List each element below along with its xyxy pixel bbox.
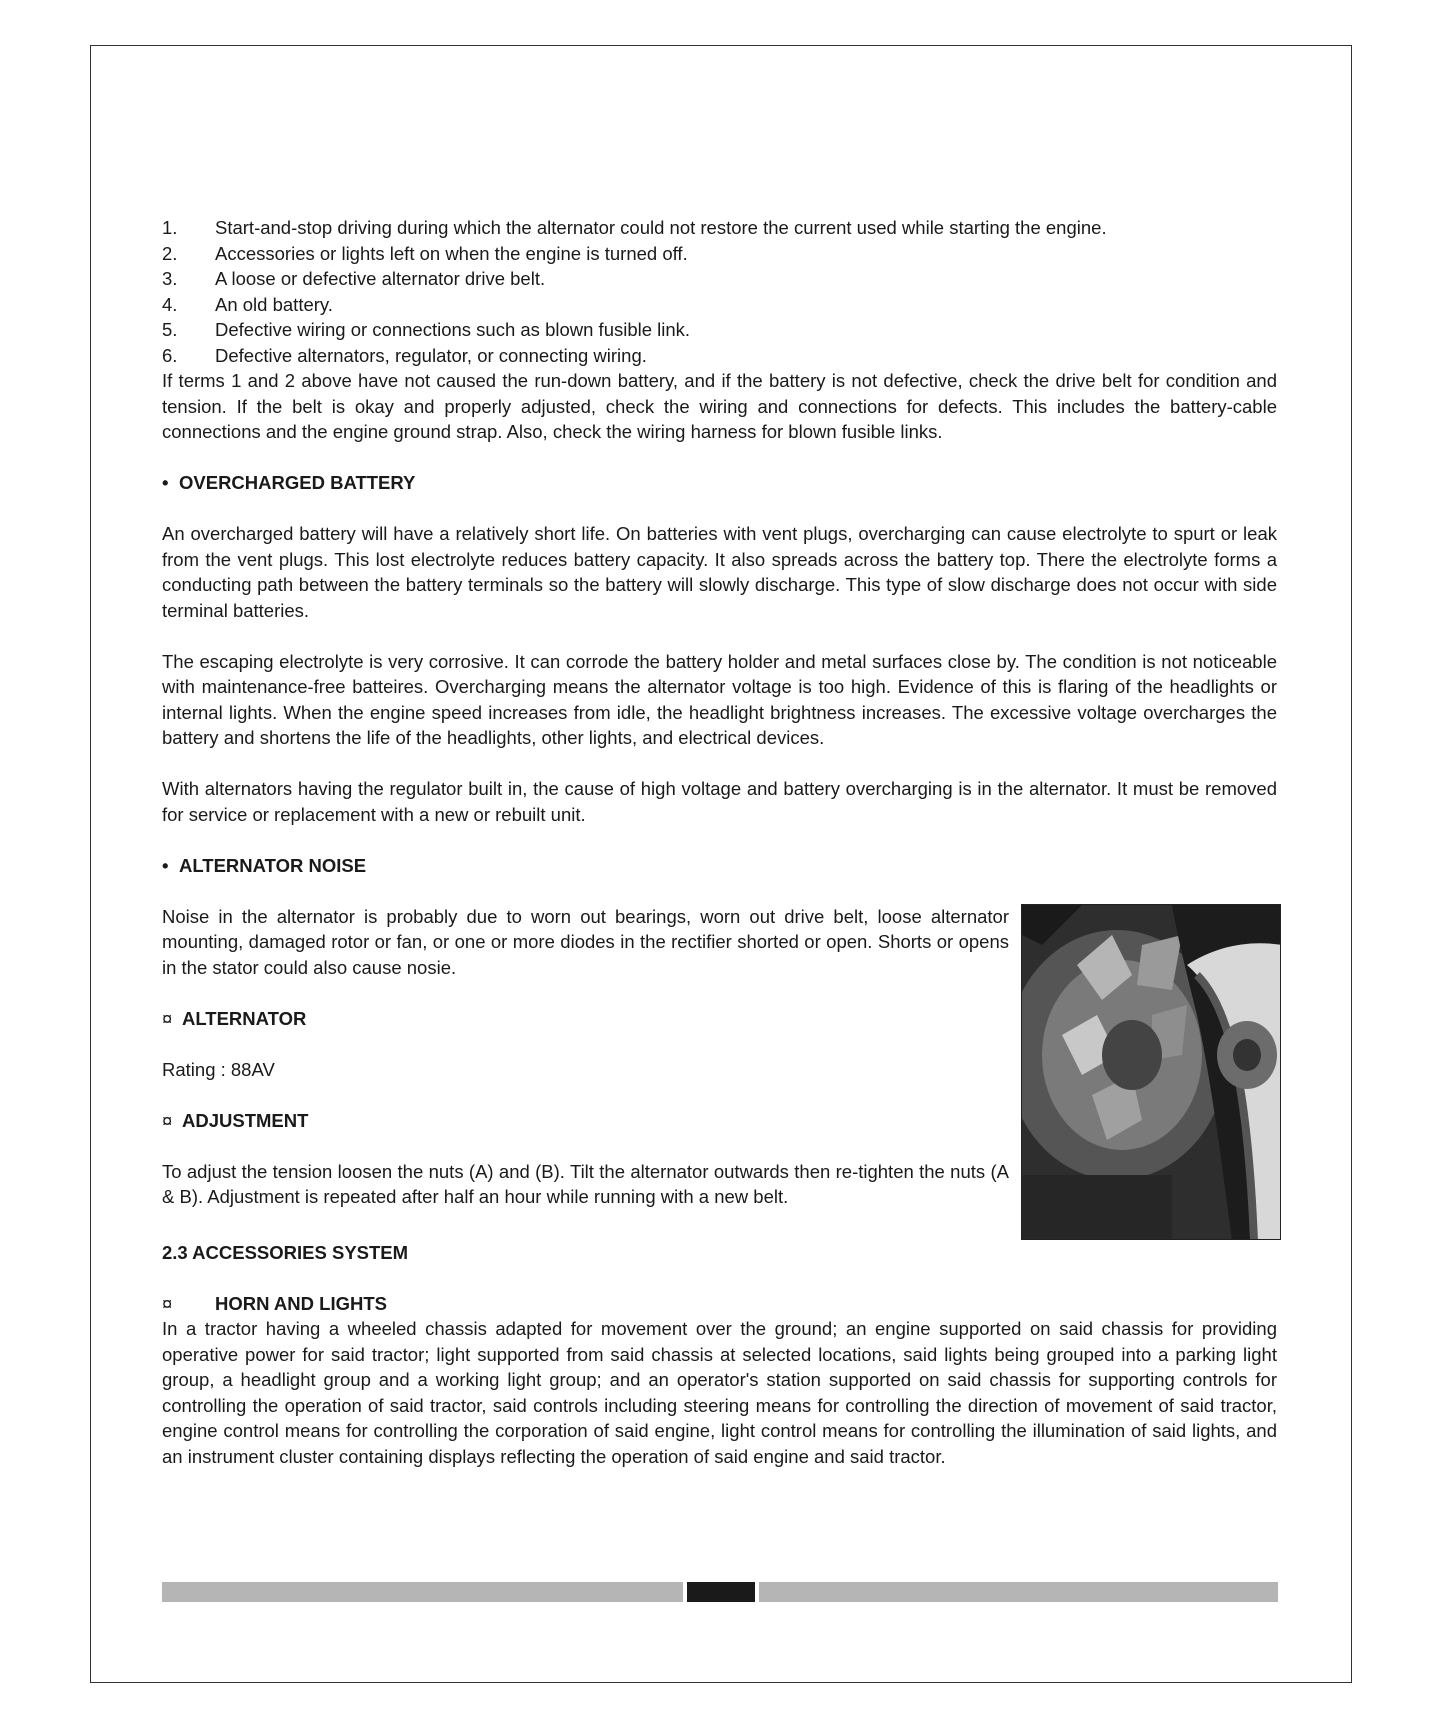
list-number: 3.	[162, 268, 178, 289]
list-item	[162, 343, 1277, 369]
section-title: ALTERNATOR	[182, 1007, 307, 1029]
list-number: 1.	[162, 217, 178, 238]
alternator-photo	[1021, 904, 1281, 1240]
horn-lights-heading	[162, 1291, 1277, 1317]
overcharged-paragraph-1: An overcharged battery will have a relatively short life. On batteries with vent plugs, overcharging can cause electrolyte to spurt or leak from the vent plugs. This lost electrolyte reduces battery capacity. It also spreads across the battery top. There the electrolyte forms a conducting path between the battery terminals so the battery will slowly discharge. This type of slow discharge does not occur with side terminal batteries.	[162, 523, 1277, 621]
list-number: 4.	[162, 293, 178, 315]
list-text: A loose or defective alternator drive belt.	[215, 268, 546, 289]
bullet-icon: •	[162, 854, 169, 876]
list-text: Defective alternators, regulator, or connecting wiring.	[215, 344, 647, 366]
footer-bar-right	[759, 1582, 1278, 1602]
alternator-rating: Rating : 88AV	[162, 1058, 275, 1080]
section-title: ALTERNATOR NOISE	[179, 854, 367, 876]
footer-bar-left	[162, 1582, 683, 1602]
footer-page-marker	[687, 1582, 755, 1602]
section-title: OVERCHARGED BATTERY	[179, 472, 416, 493]
alternator-belt-image	[1022, 905, 1281, 1240]
overcharged-heading	[162, 470, 1277, 496]
currency-symbol-icon: ¤	[162, 1007, 173, 1029]
list-text: Defective wiring or connections such as blown fusible link.	[215, 319, 691, 340]
list-number: 2.	[162, 242, 178, 264]
section-title: ADJUSTMENT	[182, 1109, 309, 1131]
section-title: HORN AND LIGHTS	[215, 1292, 387, 1314]
adjustment-paragraph: To adjust the tension loosen the nuts (A) and (B). Tilt the alternator outwards then re-tighten the nuts (A & B). Adjustment is repeated after half an hour while running with a new belt.	[162, 1160, 1009, 1207]
list-item	[162, 266, 1277, 292]
list-text: Accessories or lights left on when the engine is turned off.	[215, 242, 688, 264]
cause-list	[162, 215, 1277, 368]
alternator-heading	[162, 1006, 1009, 1032]
noise-heading	[162, 853, 1277, 879]
list-item	[162, 292, 1277, 318]
list-item	[162, 241, 1277, 267]
page-content	[162, 215, 1277, 1469]
list-text: Start-and-stop driving during which the alternator could not restore the current used while starting the engine.	[215, 217, 1107, 238]
currency-symbol-icon: ¤	[162, 1292, 173, 1314]
horn-lights-paragraph: In a tractor having a wheeled chassis adapted for movement over the ground; an engine supported on said chassis for providing operative power for said tractor; light supported from said chassis at selected locations, said lights being grouped into a parking light group, a headlight group and a working light group; and an operator's station supported on said chassis for supporting controls for controlling the operation of said tractor, said controls including steering means for controlling the direction of movement of said tractor, engine control means for controlling the corporation of said engine, light control means for controlling the illumination of said lights, and an instrument cluster containing displays reflecting the operation of said engine and said tractor.	[162, 1318, 1277, 1467]
list-number: 6.	[162, 344, 178, 366]
list-text: An old battery.	[215, 293, 333, 315]
intro-paragraph: If terms 1 and 2 above have not caused the run-down battery, and if the battery is not defective, check the drive belt for condition and tension. If the belt is okay and properly adjusted, check the wiring and connections for defects. This includes the battery-cable connections and the engine ground strap. Also, check the wiring harness for blown fusible links.	[162, 370, 1277, 442]
adjustment-heading	[162, 1108, 1009, 1134]
overcharged-paragraph-2: The escaping electrolyte is very corrosive. It can corrode the battery holder and metal surfaces close by. The condition is not noticeable with maintenance-free batteires. Overcharging means the alternator voltage is too high. Evidence of this is flaring of the headlights or internal lights. When the engine speed increases from idle, the headlight brightness increases. The excessive voltage overcharges the battery and shortens the life of the headlights, other lights, and electrical devices.	[162, 650, 1277, 748]
list-item	[162, 215, 1277, 241]
list-number: 5.	[162, 319, 178, 340]
noise-paragraph: Noise in the alternator is probably due to worn out bearings, worn out drive belt, loose alternator mounting, damaged rotor or fan, or one or more diodes in the rectifier shorted or open. Shorts or opens in the stator could also cause nosie.	[162, 905, 1009, 978]
overcharged-paragraph-3: With alternators having the regulator built in, the cause of high voltage and battery overcharging is in the alternator. It must be removed for service or replacement with a new or rebuilt unit.	[162, 778, 1277, 825]
accessories-heading: 2.3 ACCESSORIES SYSTEM	[162, 1241, 409, 1263]
currency-symbol-icon: ¤	[162, 1109, 173, 1131]
list-item	[162, 317, 1277, 343]
bullet-icon: •	[162, 472, 169, 493]
